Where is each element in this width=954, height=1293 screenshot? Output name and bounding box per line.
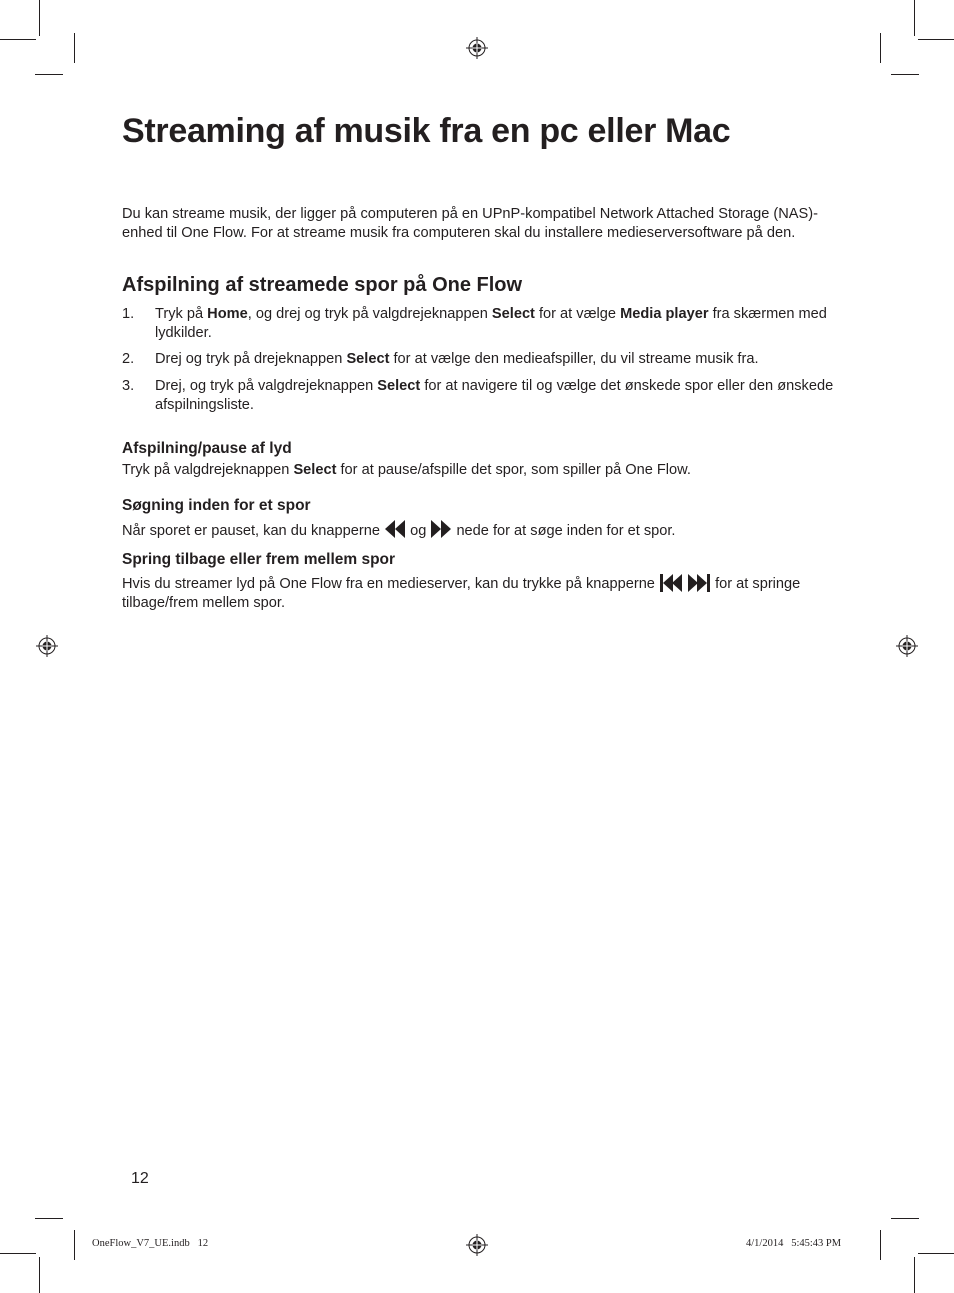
crop-mark xyxy=(880,1230,881,1260)
intro-paragraph: Du kan streame musik, der ligger på computeren på en UPnP-kompatibel Network Attached Storage (NAS)-enhed til One Flow. For at streame musik fra computeren skal du installere medieserversoftware på den. xyxy=(122,206,818,241)
registration-mark-icon xyxy=(466,37,488,59)
list-item-number: 1. xyxy=(122,306,135,322)
crop-mark xyxy=(39,0,40,36)
crop-mark xyxy=(914,0,915,36)
list-item: 3. Drej, og tryk på valgdrejeknappen Select for at navigere til og vælge det ønskede spor eller den ønskede afspilningsliste. xyxy=(122,378,834,413)
list-item: 1. Tryk på Home, og drej og tryk på valgdrejeknappen Select for at vælge Media player fra skærmen med lydkilder. xyxy=(122,306,827,341)
crop-mark xyxy=(35,1218,63,1219)
print-slug-file: OneFlow_V7_UE.indb 12 xyxy=(92,1238,209,1249)
print-slug-date: 4/1/2014 5:45:43 PM xyxy=(746,1238,842,1249)
fast-forward-icon xyxy=(430,518,452,540)
subheading-search: Søgning inden for et spor xyxy=(122,497,311,514)
crop-mark xyxy=(0,1253,36,1254)
key-select: Select xyxy=(346,351,390,367)
crop-mark xyxy=(914,1257,915,1293)
crop-mark xyxy=(35,74,63,75)
section-heading: Afspilning af streamede spor på One Flow xyxy=(122,274,523,296)
crop-mark xyxy=(0,39,36,40)
key-select: Select xyxy=(377,378,421,394)
play-pause-paragraph: Tryk på valgdrejeknappen Select for at pause/afspille det spor, som spiller på One Flow. xyxy=(122,462,691,478)
crop-mark xyxy=(891,1218,919,1219)
key-home: Home xyxy=(207,306,248,322)
registration-mark-icon xyxy=(36,635,58,657)
skip-back-icon xyxy=(659,573,683,593)
registration-mark-icon xyxy=(896,635,918,657)
list-item-number: 3. xyxy=(122,378,135,394)
menu-media-player: Media player xyxy=(620,306,709,322)
skip-paragraph: Hvis du streamer lyd på One Flow fra en medieserver, kan du trykke på knapperne for at springe tilbage/frem mellem spor. xyxy=(122,573,834,613)
list-item-number: 2. xyxy=(122,351,135,367)
crop-mark xyxy=(39,1257,40,1293)
key-select: Select xyxy=(491,306,535,322)
subheading-play-pause: Afspilning/pause af lyd xyxy=(122,440,292,457)
list-item: 2. Drej og tryk på drejeknappen Select for at vælge den medieafspiller, du vil streame musik fra. xyxy=(122,351,759,367)
crop-mark xyxy=(918,1253,954,1254)
crop-mark xyxy=(74,1230,75,1260)
page-number: 12 xyxy=(131,1170,149,1187)
crop-mark xyxy=(891,74,919,75)
crop-mark xyxy=(918,39,954,40)
crop-mark xyxy=(880,33,881,63)
key-select: Select xyxy=(293,462,337,478)
rewind-icon xyxy=(384,518,406,540)
subheading-skip: Spring tilbage eller frem mellem spor xyxy=(122,551,396,568)
crop-mark xyxy=(74,33,75,63)
skip-forward-icon xyxy=(687,573,711,593)
page-title: Streaming af musik fra en pc eller Mac xyxy=(122,112,731,150)
registration-mark-icon xyxy=(466,1234,488,1256)
search-paragraph: Når sporet er pauset, kan du knapperne og nede for at søge inden for et spor. xyxy=(122,518,834,541)
